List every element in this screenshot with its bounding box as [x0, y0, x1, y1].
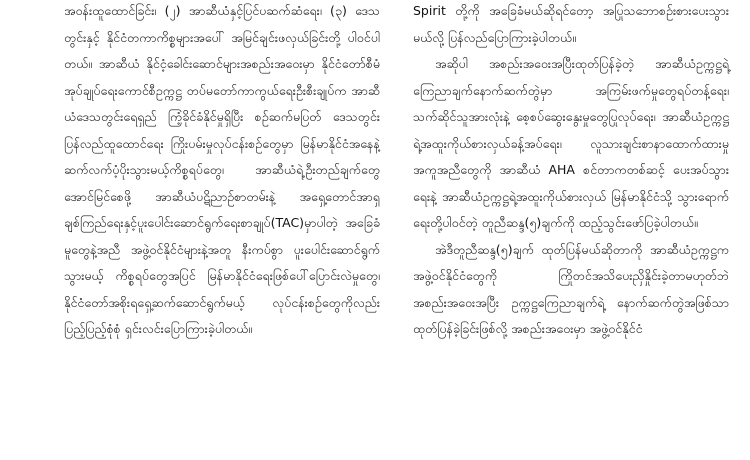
- paragraph: Spirit တို့ကို အခြေခံမယ်ဆိုရင်တော့ အပြုသဘောစဉ်းစားပေးသွားမယ်လို့ ပြန်လည်ပြောကြားခဲ့ပါတယ်။: [413, 3, 729, 45]
- paragraph: အဝန်းထူထောင်ခြင်း၊ (၂) အာဆီယံနှင့်ပြင်ပဆက်ဆံရေး၊ (၃) ဒေသတွင်းနှင့် နိုင်ငံတကာကိစ္စများအပေါ် အမြင်ချင်းဖလှယ်ခြင်းတို့ ပါဝင်ပါတယ်။ အာဆီယံ နိုင်ငံ့ခေါင်းဆောင်များအစည်းအဝေးမှာ နိုင်ငံတော်စီမံအုပ်ချုပ်ရေးကောင်စီဥက္ကဋ္ဌ တပ်မတော်ကာကွယ်ရေးဦးစီးချုပ်က အာဆီယံဒေသတွင်းရေရှည် ကြံ့ခိုင်ခံနိုင်မှုရှိပြီး စဉ်ဆက်မပြတ် ဒေသတွင်းပြန်လည်ထူထောင်ရေး ကြိုးပမ်းမှုလုပ်ငန်းစဉ်တွေမှာ မြန်မာနိုင်ငံအနေနဲ့ ဆက်လက်ပံ့ပိုးသွားမယ့်ကိစ္စရပ်တွေ၊ အာဆီယံရဲ့ဦးတည်ချက်တွေအောင်မြင်စေဖို့ အာဆီယံပဋိညာဉ်စာတမ်းနဲ့ အရှေ့တောင်အာရှချစ်ကြည်ရေးနှင့်ပူးပေါင်းဆောင်ရွက်ရေးစာချုပ်(TAC)မှာပါတဲ့ အခြေခံမူတွေနဲ့အညီ အဖွဲ့ဝင်နိုင်ငံများနဲ့အတူ နီးကပ်စွာ ပူးပေါင်းဆောင်ရွက်သွားမယ့် ကိစ္စရပ်တွေအပြင် မြန်မာနိုင်ငံရေးဖြစ်ပေါ်ပြောင်းလဲမှုတွေ၊ နိုင်ငံတော်အစိုးရရှေ့ဆက်ဆောင်ရွက်မယ့် လုပ်ငန်းစဉ်တွေကိုလည်း ပြည့်ပြည့်စုံစုံ ရှင်းလင်းပြောကြားခဲ့ပါတယ်။: [64, 3, 380, 336]
- right-column: [413, 0, 729, 343]
- paragraph: အဲဒီတူညီဆန္ဒ(၅)ချက် ထုတ်ပြန်မယ်ဆိုတာကို အာဆီယံဥက္ကဋ္ဌက အဖွဲ့ဝင်နိုင်ငံတွေကို ကြိုတင်အသိပေးညှိနှိုင်းခဲ့တာမဟုတ်ဘဲ အစည်းအဝေးအပြီး ဥက္ကဋ္ဌကြေညာချက်ရဲ့ နောက်ဆက်တွဲအဖြစ်သာ ထုတ်ပြန်ခဲ့ခြင်းဖြစ်လို့ အစည်းအဝေးမှာ အဖွဲ့ဝင်နိုင်ငံ: [413, 241, 729, 336]
- left-column: [64, 0, 380, 343]
- paragraph: အဆိုပါ အစည်းအဝေးအပြီးထုတ်ပြန်ခဲ့တဲ့ အာဆီယံဥက္ကဋ္ဌရဲ့ ကြေညာချက်နောက်ဆက်တွဲမှာ အကြမ်းဖက်မှုတွေရပ်တန့်ရေး၊ သက်ဆိုင်သူအားလုံးနဲ့ စေ့စပ်ဆွေးနွေးမှုတွေပြုလုပ်ရေး၊ အာဆီယံဥက္ကဋ္ဌရဲ့အထူးကိုယ်စားလှယ်ခန့်အပ်ရေး၊ လူသားချင်းစာနာထောက်ထားမှုအကူအညီတွေကို အာဆီယံ AHA စင်တာကတစ်ဆင့် ပေးအပ်သွားရေးနဲ့ အာဆီယံဥက္ကဋ္ဌရဲ့အထူးကိုယ်စားလှယ် မြန်မာနိုင်ငံသို့ သွားရောက်ရေးတို့ပါဝင်တဲ့ တူညီဆန္ဒ(၅)ချက်ကို ထည့်သွင်းဖော်ပြခဲ့ပါတယ်။: [413, 56, 729, 230]
